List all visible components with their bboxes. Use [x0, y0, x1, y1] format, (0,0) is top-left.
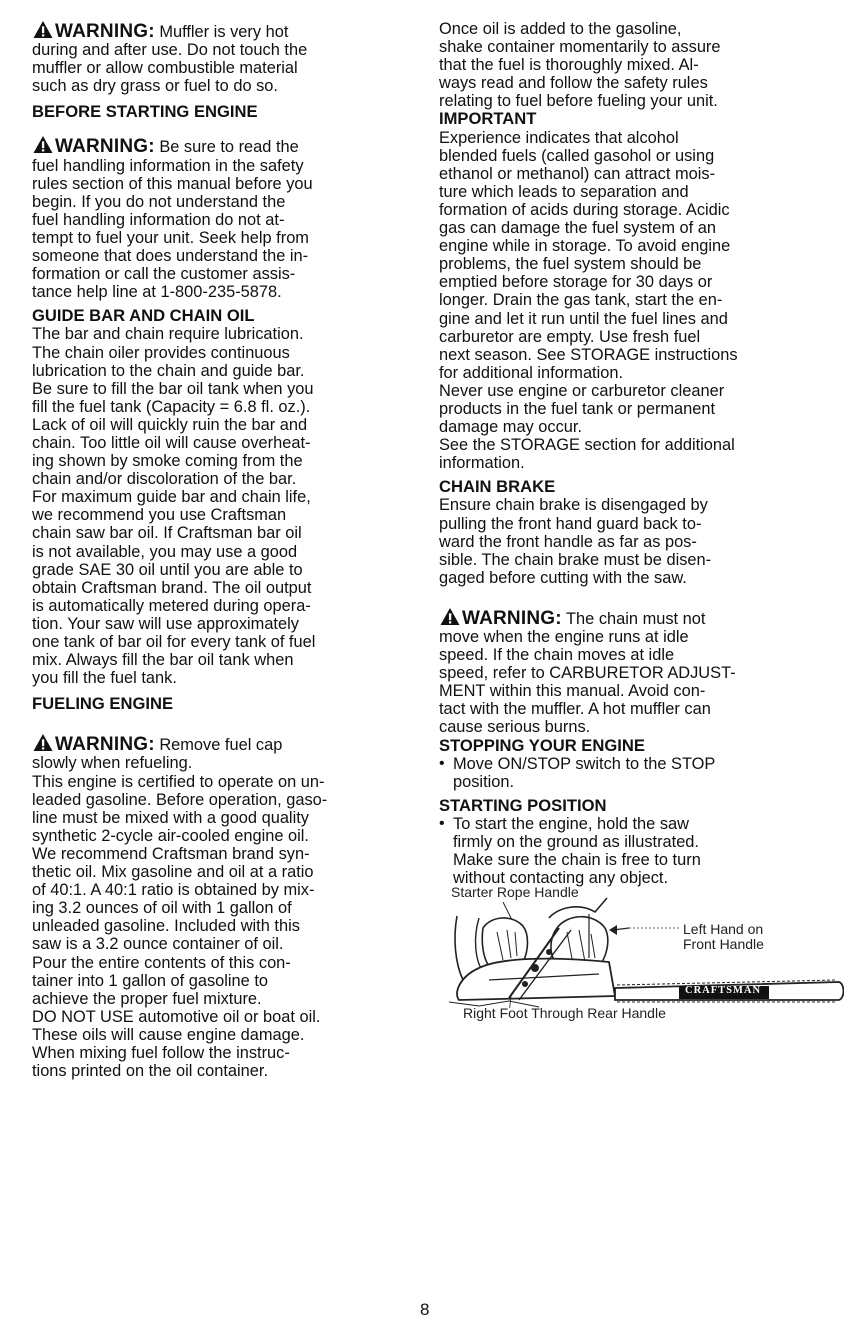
- heading-fueling: FUELING ENGINE: [32, 694, 174, 714]
- text-line: muffler or allow combustible material: [32, 59, 298, 78]
- warning-text: Remove fuel cap: [159, 736, 283, 755]
- text-line: longer. Drain the gas tank, start the en-: [439, 291, 723, 310]
- chain-brake-body: [439, 496, 851, 586]
- text-line: tempt to fuel your unit. Seek help from: [32, 228, 309, 247]
- text-line: information.: [439, 454, 525, 473]
- text-line: grade SAE 30 oil until you are able to: [32, 560, 303, 579]
- text-line: of 40:1. A 40:1 ratio is obtained by mix-: [32, 881, 315, 900]
- text-line: tance help line at 1-800-235-5878.: [32, 283, 282, 302]
- text-line: To start the engine, hold the saw: [453, 814, 689, 833]
- warning-muffler: [32, 20, 417, 95]
- text-line: firmly on the ground as illustrated.: [453, 833, 699, 852]
- text-line: speed. If the chain moves at idle: [439, 646, 675, 665]
- left-hand-label: Left Hand on Front Handle: [683, 921, 764, 953]
- text-line: The bar and chain require lubrication.: [32, 325, 304, 344]
- text-line: someone that does understand the in-: [32, 247, 309, 266]
- text-line: slowly when refueling.: [32, 754, 193, 773]
- text-line: line must be mixed with a good quality: [32, 808, 309, 827]
- chainsaw-drawing: [439, 888, 844, 1008]
- text-line: is automatically metered during opera-: [32, 596, 311, 615]
- warning-label: WARNING:: [55, 734, 155, 756]
- text-line: tions printed on the oil container.: [32, 1062, 268, 1081]
- text-line: See the STORAGE section for additional: [439, 436, 735, 455]
- right-column: [439, 20, 851, 1022]
- brand-logo-text: CRAFTSMAN: [685, 985, 762, 997]
- text-line: speed, refer to CARBURETOR ADJUST-: [439, 664, 736, 683]
- text-line: damage may occur.: [439, 418, 583, 437]
- starting-position-illustration: [439, 884, 844, 1022]
- text-line: tact with the muffler. A hot muffler can: [439, 700, 711, 719]
- heading-important: IMPORTANT: [439, 109, 537, 129]
- text-line: begin. If you do not understand the: [32, 192, 286, 211]
- text-line: Make sure the chain is free to turn: [453, 851, 701, 870]
- right-foot-label: Right Foot Through Rear Handle: [463, 1005, 666, 1022]
- text-line: that the fuel is thoroughly mixed. Al-: [439, 56, 699, 75]
- text-line: Lack of oil will quickly ruin the bar and: [32, 415, 308, 434]
- text-line: is not available, you may use a good: [32, 542, 298, 561]
- text-line: Once oil is added to the gasoline,: [439, 20, 682, 38]
- warning-text: The chain must not: [566, 609, 706, 628]
- text-line: tainer into 1 gallon of gasoline to: [32, 971, 269, 990]
- text-line: relating to fuel before fueling your unit.: [439, 92, 718, 111]
- text-line: Pour the entire contents of this con-: [32, 953, 291, 972]
- text-line: Move ON/STOP switch to the STOP: [453, 754, 716, 773]
- warning-text: Be sure to read the: [159, 138, 299, 157]
- text-line: one tank of bar oil for every tank of fuel: [32, 633, 316, 651]
- text-line: These oils will cause engine damage.: [32, 1025, 305, 1044]
- bullet-marker: •: [439, 814, 445, 832]
- guide-bar-body: [32, 325, 417, 687]
- warning-chain-idle: [439, 607, 851, 737]
- text-line: ing 3.2 ounces of oil with 1 gallon of: [32, 899, 292, 918]
- warning-label: WARNING:: [55, 21, 155, 42]
- heading-before-starting: BEFORE STARTING ENGINE: [32, 102, 258, 122]
- warning-icon: [32, 733, 54, 752]
- text-line: shake container momentarily to assure: [439, 38, 721, 57]
- text-line: such as dry grass or fuel to do so.: [32, 77, 278, 96]
- text-line: The chain oiler provides continuous: [32, 343, 290, 362]
- text-line: mix. Always fill the bar oil tank when: [32, 651, 294, 670]
- text-line: thetic oil. Mix gasoline and oil at a ratio: [32, 863, 314, 882]
- text-line: chain. Too little oil will cause overheat-: [32, 433, 311, 452]
- text-line: achieve the proper fuel mixture.: [32, 989, 262, 1008]
- text-line: lubrication to the chain and guide bar.: [32, 361, 305, 380]
- text-line: This engine is certified to operate on un-: [32, 772, 325, 791]
- text-line: carburetor are empty. Use fresh fuel: [439, 327, 701, 346]
- warning-label: WARNING:: [462, 607, 562, 629]
- text-line: problems, the fuel system should be: [439, 255, 702, 274]
- text-line: ethanol or methanol) can attract mois-: [439, 164, 716, 183]
- warning-fuel-cap: [32, 733, 417, 772]
- text-line: cause serious burns.: [439, 718, 591, 737]
- text-line: next season. See STORAGE instructions: [439, 345, 738, 364]
- bullet-marker: •: [439, 754, 445, 772]
- warning-read-info: [32, 135, 417, 301]
- text-line: leaded gasoline. Before operation, gaso-: [32, 790, 328, 809]
- text-line: formation of acids during storage. Acidic: [439, 200, 730, 219]
- text-line: we recommend you use Craftsman: [32, 506, 287, 525]
- text-line: DO NOT USE automotive oil or boat oil.: [32, 1007, 321, 1026]
- heading-chain-brake: CHAIN BRAKE: [439, 477, 556, 497]
- list-item: [439, 815, 851, 887]
- text-line: formation or call the customer assis-: [32, 265, 296, 284]
- text-line: ing shown by smoke coming from the: [32, 452, 303, 471]
- text-line: fuel handling information in the safety: [32, 156, 304, 175]
- text-line: ture which leads to separation and: [439, 182, 689, 201]
- text-line: position.: [453, 772, 515, 791]
- text-line: unleaded gasoline. Included with this: [32, 917, 300, 936]
- text-line: you fill the fuel tank.: [32, 669, 177, 688]
- text-line: obtain Craftsman brand. The oil output: [32, 578, 312, 597]
- heading-guide-bar: GUIDE BAR AND CHAIN OIL: [32, 306, 255, 326]
- text-line: Experience indicates that alcohol: [439, 128, 679, 147]
- text-line: during and after use. Do not touch the: [32, 41, 308, 60]
- text-line: Be sure to fill the bar oil tank when you: [32, 379, 314, 398]
- text-line: products in the fuel tank or permanent: [439, 399, 716, 418]
- text-line: blended fuels (called gasohol or using: [439, 146, 715, 165]
- text-line: gine and let it run until the fuel lines and: [439, 309, 728, 328]
- text-line: emptied before storage for 30 days or: [439, 273, 713, 292]
- text-line: ward the front handle as far as pos-: [439, 532, 697, 551]
- heading-stopping: STOPPING YOUR ENGINE: [439, 735, 645, 755]
- warning-icon: [32, 135, 54, 154]
- warning-icon: [32, 20, 54, 39]
- text-line: fill the fuel tank (Capacity = 6.8 fl. oz.).: [32, 397, 311, 416]
- warning-text: Muffler is very hot: [159, 23, 289, 41]
- text-line: When mixing fuel follow the instruc-: [32, 1043, 290, 1062]
- important-body: [439, 129, 851, 473]
- text-line: rules section of this manual before you: [32, 174, 313, 193]
- text-line: fuel handling information do not at-: [32, 210, 285, 229]
- text-line: chain and/or discoloration of the bar.: [32, 470, 297, 489]
- text-line: saw is a 3.2 ounce container of oil.: [32, 935, 284, 954]
- text-line: chain saw bar oil. If Craftsman bar oil: [32, 524, 302, 543]
- text-line: engine while in storage. To avoid engine: [439, 237, 731, 256]
- page-number: 8: [420, 1300, 430, 1319]
- text-line: Ensure chain brake is disengaged by: [439, 496, 708, 515]
- heading-starting: STARTING POSITION: [439, 795, 607, 815]
- fueling-body: [32, 773, 417, 1081]
- text-line: ways read and follow the safety rules: [439, 74, 708, 93]
- starter-rope-label: Starter Rope Handle: [451, 884, 579, 901]
- text-line: synthetic 2-cycle air-cooled engine oil.: [32, 826, 309, 845]
- text-line: sible. The chain brake must be disen-: [439, 550, 712, 569]
- text-line: without contacting any object.: [453, 869, 669, 888]
- text-line: move when the engine runs at idle: [439, 628, 689, 646]
- text-line: for additional information.: [439, 363, 624, 382]
- text-line: We recommend Craftsman brand syn-: [32, 844, 310, 863]
- text-line: gaged before cutting with the saw.: [439, 568, 687, 587]
- mixing-body: [439, 20, 851, 110]
- text-line: For maximum guide bar and chain life,: [32, 488, 311, 507]
- left-column: [32, 20, 417, 1080]
- text-line: Never use engine or carburetor cleaner: [439, 381, 725, 400]
- text-line: gas can damage the fuel system of an: [439, 219, 716, 238]
- text-line: tion. Your saw will use approximately: [32, 614, 299, 633]
- warning-label: WARNING:: [55, 136, 155, 158]
- text-line: MENT within this manual. Avoid con-: [439, 682, 706, 701]
- list-item: [439, 755, 851, 791]
- warning-icon: [439, 607, 461, 626]
- text-line: pulling the front hand guard back to-: [439, 514, 702, 533]
